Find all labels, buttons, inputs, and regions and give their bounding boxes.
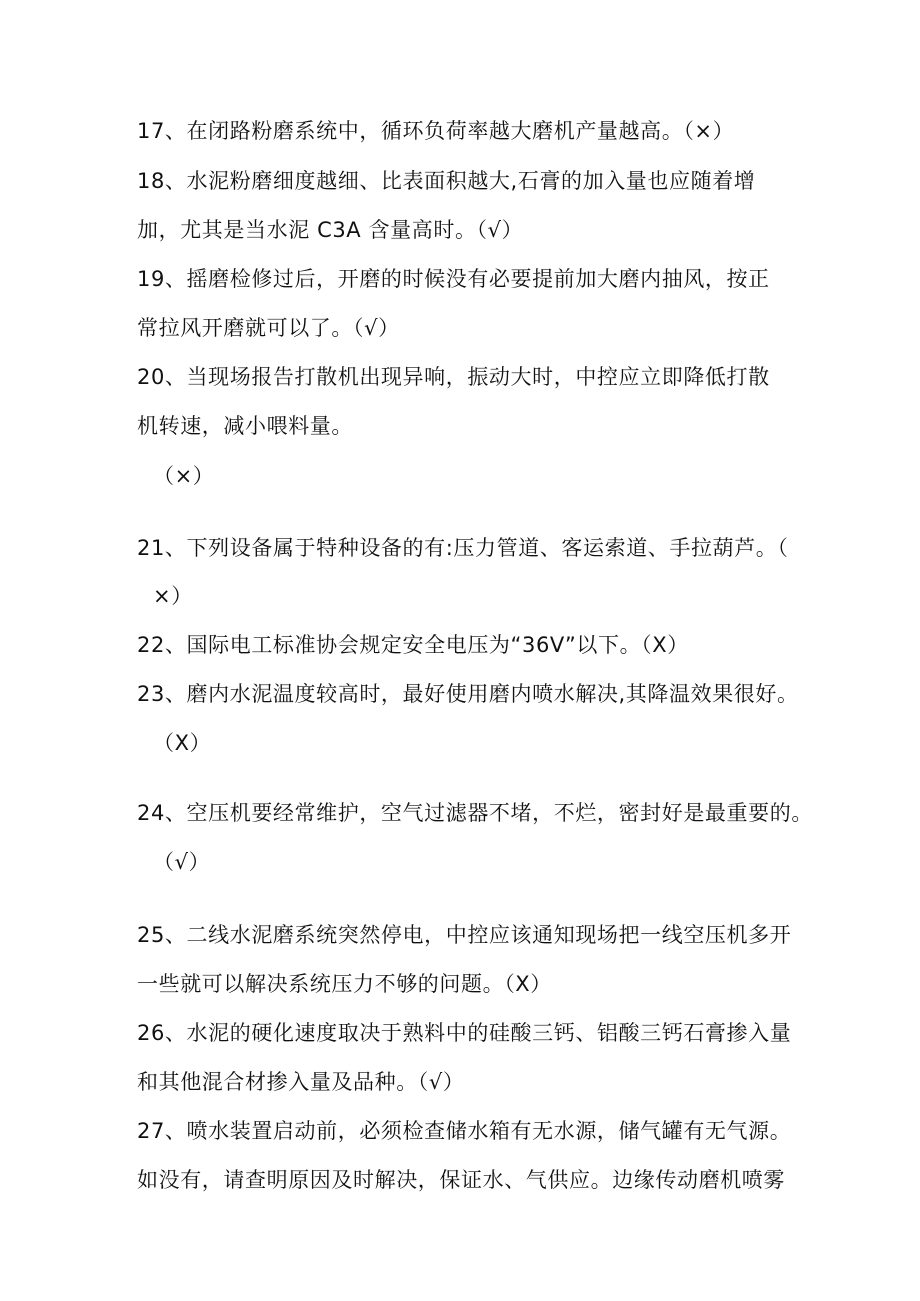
question-20-line-1: 20、当现场报告打散机出现异响，振动大时，中控应立即降低打散 <box>137 365 770 389</box>
question-24-line-1: 24、空压机要经常维护，空气过滤器不堵，不烂，密封好是最重要的。 <box>137 801 813 825</box>
question-20-line-2: 机转速，减小喂料量。 <box>137 414 353 438</box>
question-26-line-1: 26、水泥的硬化速度取决于熟料中的硅酸三钙、铝酸三钙石膏掺入量 <box>137 1021 792 1045</box>
question-20-answer: （×） <box>153 464 215 488</box>
question-24-answer: （√） <box>153 850 211 874</box>
question-21-answer: ×） <box>153 584 193 608</box>
question-27-line-2: 如没有，请查明原因及时解决，保证水、气供应。边缘传动磨机喷雾 <box>137 1168 785 1192</box>
question-19-line-2: 常拉风开磨就可以了。（√） <box>137 316 400 340</box>
question-21-line-1: 21、下列设备属于特种设备的有:压力管道、客运索道、手拉葫芦。（ <box>137 536 789 560</box>
question-18-line-1: 18、水泥粉磨细度越细、比表面积越大,石膏的加入量也应随着增 <box>137 169 756 193</box>
question-19-line-1: 19、摇磨检修过后，开磨的时候没有必要提前加大磨内抽风，按正 <box>137 267 770 291</box>
question-17-line-1: 17、在闭路粉磨系统中，循环负荷率越大磨机产量越高。（×） <box>137 119 735 143</box>
question-23-line-1: 23、磨内水泥温度较高时，最好使用磨内喷水解决,其降温效果很好。 <box>137 682 799 706</box>
question-26-line-2: 和其他混合材掺入量及品种。（√） <box>137 1070 465 1094</box>
question-18-line-2: 加，尤其是当水泥 C3A 含量高时。（√） <box>137 218 524 242</box>
question-23-answer: （X） <box>153 731 212 755</box>
question-27-line-1: 27、喷水装置启动前，必须检查储水箱有无水源，储气罐有无气源。 <box>137 1119 792 1143</box>
question-25-line-2: 一些就可以解决系统压力不够的问题。（X） <box>137 972 552 996</box>
question-22-line-1: 22、国际电工标准协会规定安全电压为“36V”以下。（X） <box>137 633 689 657</box>
question-25-line-1: 25、二线水泥磨系统突然停电，中控应该通知现场把一线空压机多开 <box>137 923 792 947</box>
